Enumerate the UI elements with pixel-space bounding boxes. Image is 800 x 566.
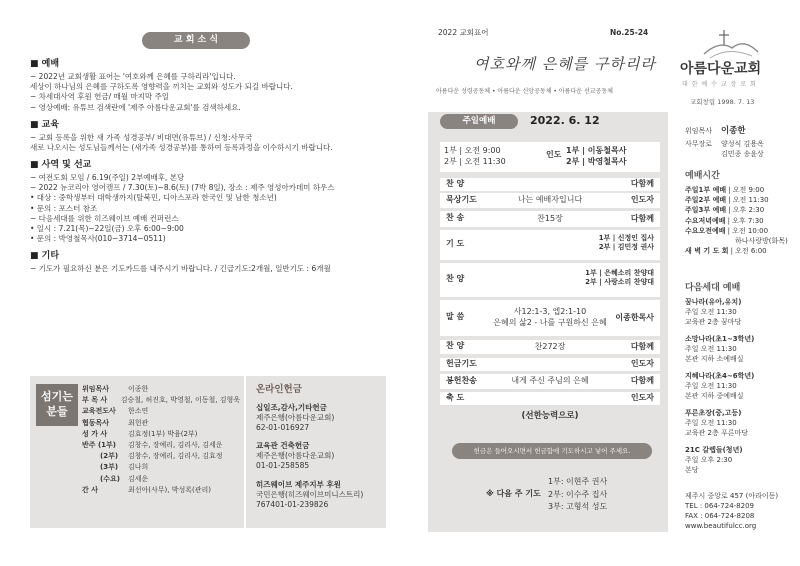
next-generation-group: [685, 408, 748, 438]
staff-name: 김창수, 장예리, 김리사, 김효정: [128, 452, 223, 461]
order-heading: 찬 양: [446, 341, 465, 350]
staff-role: 부 목 사: [82, 396, 108, 405]
staff-title: 섬기는 분들: [36, 384, 78, 426]
pastor-name: 이종한: [721, 126, 746, 136]
staff-role: 성 가 사: [82, 429, 108, 438]
pastor-label: 위임목사: [685, 127, 713, 135]
time-line: 2부 | 오전 11:30: [444, 157, 506, 166]
staff-row: [82, 462, 240, 473]
news-line: − 2022년 교회생활 표어는 '여호와께 은혜를 구하리라'입니다.: [30, 72, 236, 82]
staff-name: 한소연: [128, 407, 149, 416]
website-link[interactable]: www.beautifulcc.org: [685, 522, 757, 530]
staff-role: 교육전도사: [82, 407, 116, 416]
order-row: [440, 300, 660, 336]
staff-name: 김효정(1부) 박융(2부): [128, 429, 198, 438]
order-row: [440, 193, 660, 208]
service-times-left: [444, 145, 506, 167]
news-sections: [30, 58, 380, 274]
schedule-time: | 오후 2:30: [728, 206, 765, 215]
church-logo-icon: [702, 28, 760, 60]
order-heading: 찬 양: [446, 274, 465, 283]
staff-role: (수요): [100, 474, 120, 483]
staff-row: [82, 451, 240, 462]
office-names-1: 양성식 김용옥: [721, 140, 764, 148]
schedule-label: 새 벽 기 도 회: [685, 247, 729, 256]
group-name: 푸른초장(중,고등): [685, 409, 742, 417]
news-line: 세상이 하나님의 은혜를 구하도록 영향력을 끼치는 교회와 성도가 되길 바랍니다.: [30, 82, 293, 92]
news-title: 교 회 소 식: [142, 32, 250, 49]
next-week-item: 1부: 이현주 권사: [548, 477, 608, 486]
news-line: − 2022 뉴코리아 영어캠프 / 7.30(토)~8.6(토) (7박 8일), 장소 : 제주 영성아카데미 하우스: [30, 183, 335, 193]
next-generation-group: [685, 371, 754, 401]
schedule-label: 주일1부 예배: [685, 186, 727, 194]
schedule-time: | 오전 11:30: [728, 196, 769, 205]
group-name: 꿈나라(유아,유치): [685, 298, 742, 306]
online-offering-box: [246, 376, 386, 528]
schedule-label: 주일3부 예배: [685, 206, 727, 215]
group-detail: 주일 오후 2:30: [685, 456, 733, 464]
news-line: − 차세대사역 후원 헌금/ 매월 마지막 주일: [30, 92, 170, 102]
news-line: • 대상 : 중학생부터 대학생까지(탈북민, 디아스포라 한국인 및 남한 청소년): [30, 193, 277, 203]
staff-name: 김나희: [128, 463, 149, 472]
church-name: 아름다운교회: [680, 61, 762, 77]
account-bank: 제주은행(아름다운교회): [256, 412, 335, 422]
worship-title: 주일예배: [440, 114, 518, 129]
group-detail: 주일 오전 11:30: [685, 419, 737, 427]
next-generation-group: [685, 334, 754, 364]
phone-line: TEL : 064-724-8209: [685, 502, 754, 510]
order-leader: 인도자: [630, 195, 654, 204]
account-number: 62-01-016927: [256, 423, 310, 433]
department-line: 아름다운 성령공동체 • 아름다운 신앙공동체 • 아름다운 선교공동체: [436, 88, 613, 95]
leader-line: 2부 | 박영철목사: [566, 157, 627, 166]
staff-name: 김승철, 허진호, 박영철, 이동철, 김형욱: [120, 396, 240, 405]
address-line: 제주시 중앙로 457 (아라이동): [685, 492, 779, 500]
online-title: 온라인헌금: [256, 384, 302, 395]
next-generation-group: [685, 297, 741, 327]
account-label: 교육관 건축헌금: [256, 441, 310, 451]
group-detail: 주일 오전 11:30: [685, 308, 737, 316]
office-names-2: 김민종 송윤상: [721, 150, 764, 158]
section-heading: ■ 교육: [30, 119, 60, 130]
schedule-row: [685, 246, 767, 256]
staff-row: [82, 429, 240, 440]
schedule-label: 수요오전예배: [685, 226, 726, 235]
staff-name: 최선아(사무), 박성록(관리): [128, 485, 211, 494]
order-leader: 다함께: [630, 213, 654, 223]
order-heading: 봉헌찬송: [446, 375, 477, 385]
order-leader: 1부 | 은혜소리 찬양대 2부 | 사랑소리 찬양대: [585, 269, 654, 287]
schedule-time: | 오전 9:00: [728, 186, 765, 194]
order-content: 찬272장: [534, 341, 566, 351]
founded-date: 교회창립 1998. 7. 13: [690, 98, 755, 106]
staff-role: 협동목사: [82, 418, 110, 427]
order-leader: 다함께: [630, 179, 654, 188]
order-leader: 다함께: [630, 376, 654, 385]
group-detail: 교육관 2층 푸른마당: [685, 429, 748, 437]
service-times: [440, 142, 660, 172]
group-detail: 본관 지하 중예배실: [685, 392, 744, 400]
news-line: − 다음세대를 위한 히즈웨이브 예배 컨퍼런스: [30, 213, 179, 223]
news-line: • 일시 : 7.21(목)~22일(금) 오후 6:00~9:00: [30, 223, 184, 233]
staff-name: 이종한: [128, 385, 149, 393]
staff-row: [82, 440, 240, 451]
group-name: 소망나라(초1~3학년): [685, 335, 755, 343]
schedule-time: | 오전 10:00: [727, 226, 769, 235]
order-heading: 헌금기도: [446, 358, 477, 368]
order-leader: 인도자: [630, 393, 654, 402]
group-detail: 주일 오전 11:30: [685, 382, 737, 390]
order-row: [440, 374, 660, 389]
blessing-hymn: (선한능력으로): [521, 411, 579, 421]
news-line: 새로 나오시는 성도님들께서는 (새가족 성경공부)를 통하여 등록과정을 이수하시기 바랍니다.: [30, 142, 333, 152]
order-heading: 기 도: [446, 239, 465, 248]
order-row: [440, 178, 660, 191]
section-heading: ■ 사역 및 선교: [30, 160, 92, 171]
staff-name: 김세운: [128, 474, 149, 483]
time-line: 1부 | 오전 9:00: [444, 146, 501, 155]
schedule-time: | 오전 6:00: [730, 247, 767, 256]
group-name: 21C 갈렙들(청년): [685, 446, 743, 454]
account-label: 히즈웨이브 제주지부 후원: [256, 479, 341, 489]
account-label: 십일조,감사,기타헌금: [256, 402, 327, 412]
staff-row: [82, 485, 240, 496]
slogan: 여호와께 은혜를 구하리라: [474, 55, 656, 73]
next-week-label: ※ 다음 주 기도: [486, 489, 541, 498]
staff-row: [82, 418, 240, 429]
issue-number: No.25-24: [610, 28, 649, 37]
schedule-row: [685, 205, 764, 215]
schedule-row: [685, 185, 764, 195]
next-generation-title: 다음세대 예배: [685, 283, 741, 293]
order-row: [440, 392, 660, 405]
order-leader: 1부 | 신정인 집사 2부 | 김민정 권사: [598, 234, 654, 252]
next-week-list: [548, 476, 607, 514]
order-content: 내게 주신 주님의 은혜: [511, 376, 589, 385]
denomination: 대 한 예 수 교 장 로 회: [682, 81, 757, 88]
office-row: [685, 139, 764, 149]
order-row: [440, 230, 660, 260]
address-block: [685, 491, 778, 531]
schedule-title: 예배시간: [685, 171, 720, 181]
service-times-right: [566, 145, 626, 167]
next-week-item: 2부: 이수주 집사: [548, 489, 608, 499]
leader-label: 인도: [546, 150, 562, 159]
staff-role: (2부): [100, 452, 119, 461]
order-heading: 말 씀: [446, 312, 465, 321]
group-detail: 본관 지하 소예배실: [685, 355, 744, 363]
pastor-row: [685, 126, 746, 136]
worship-date: 2022. 6. 12: [530, 114, 600, 127]
order-content: 찬15장: [537, 213, 563, 223]
order-content: 사12:1-3, 엡2:1-10 은혜의 삶2 - 나를 구원하신 은혜: [493, 307, 607, 327]
schedule-row: [685, 216, 764, 226]
schedule-label: 주일2부 예배: [685, 196, 727, 205]
schedule-time: 하나사랑방(화목): [735, 237, 788, 245]
order-heading: 축 도: [446, 392, 465, 402]
order-heading: 찬 양: [446, 178, 465, 188]
news-line: − 교회 등록을 위한 새 가족 성경공부/ 비대면(유튜브) / 신청:사무국: [30, 132, 253, 142]
staff-list: [82, 384, 240, 496]
next-week-item: 3부: 고형석 성도: [548, 502, 608, 511]
order-row: [440, 340, 660, 354]
office-label: 사무장로: [685, 140, 713, 148]
order-leader: 이종한목사: [615, 312, 654, 322]
news-line: − 여전도회 모임 / 6.19(주일) 2부예배후, 본당: [30, 173, 185, 183]
order-row: [440, 358, 660, 371]
staff-name: 김창수, 장예리, 김리사, 김세운: [128, 440, 223, 449]
order-heading: 묵상기도: [446, 194, 477, 204]
order-row: [440, 263, 660, 297]
staff-box: [30, 376, 244, 528]
account-number: 767401-01-239826: [256, 499, 329, 509]
staff-name: 최헌관: [128, 418, 149, 427]
group-name: 지혜나라(초4~6학년): [685, 372, 755, 380]
group-detail: 주일 오전 11:30: [685, 345, 737, 353]
group-detail: 본당: [685, 466, 699, 474]
news-line: • 문의 : 박영철목사(010−3714−0511): [30, 233, 166, 243]
staff-role: 간 사: [82, 485, 98, 494]
staff-role: 위임목사: [82, 385, 110, 393]
leader-line: 1부 | 이동철목사: [566, 146, 627, 155]
schedule-time: | 오후 7:30: [727, 216, 764, 225]
account-bank: 국민은행(히즈웨이브미니스트리): [256, 489, 364, 499]
order-leader: 인도자: [630, 359, 654, 368]
order-leader: 다함께: [630, 341, 654, 351]
slogan-year-label: 2022 교회표어: [438, 28, 489, 37]
schedule-row: [685, 236, 788, 246]
news-line: − 영상예배: 유튜브 검색란에 '제주 아름다운교회'를 검색하세요.: [30, 102, 241, 112]
account-bank: 제주은행(아름다운교회): [256, 451, 335, 461]
staff-row: [82, 384, 240, 395]
offering-note: 헌금은 들어오시면서 헌금함에 기도하시고 넣어 주세요.: [452, 443, 652, 459]
staff-role: (3부): [100, 463, 119, 472]
section-heading: ■ 예배: [30, 59, 60, 69]
staff-role: 반주 (1부): [82, 440, 116, 449]
section-heading: ■ 기타: [30, 251, 60, 262]
fax-line: FAX : 064-724-8208: [685, 512, 755, 520]
staff-row: [82, 406, 240, 417]
order-row: [440, 211, 660, 227]
order-content: 나는 예배자입니다: [517, 195, 583, 204]
schedule-label: 수요저녁예배: [685, 216, 726, 225]
staff-row: [82, 474, 240, 485]
schedule-row: [685, 195, 769, 205]
group-detail: 교육관 2층 꿈마당: [685, 318, 742, 326]
staff-row: [82, 395, 240, 406]
online-offering: [256, 384, 382, 510]
schedule-row: [685, 226, 768, 236]
next-generation-group: [685, 445, 743, 475]
order-heading: 찬 송: [446, 213, 465, 222]
account-number: 01-01-258585: [256, 461, 310, 471]
news-line: • 문의 : 포스터 참조: [30, 203, 98, 213]
news-line: − 기도가 필요하신 분은 기도카드를 내주시기 바랍니다. / 긴급기도:2개월, 일반기도 : 6개월: [30, 264, 331, 274]
